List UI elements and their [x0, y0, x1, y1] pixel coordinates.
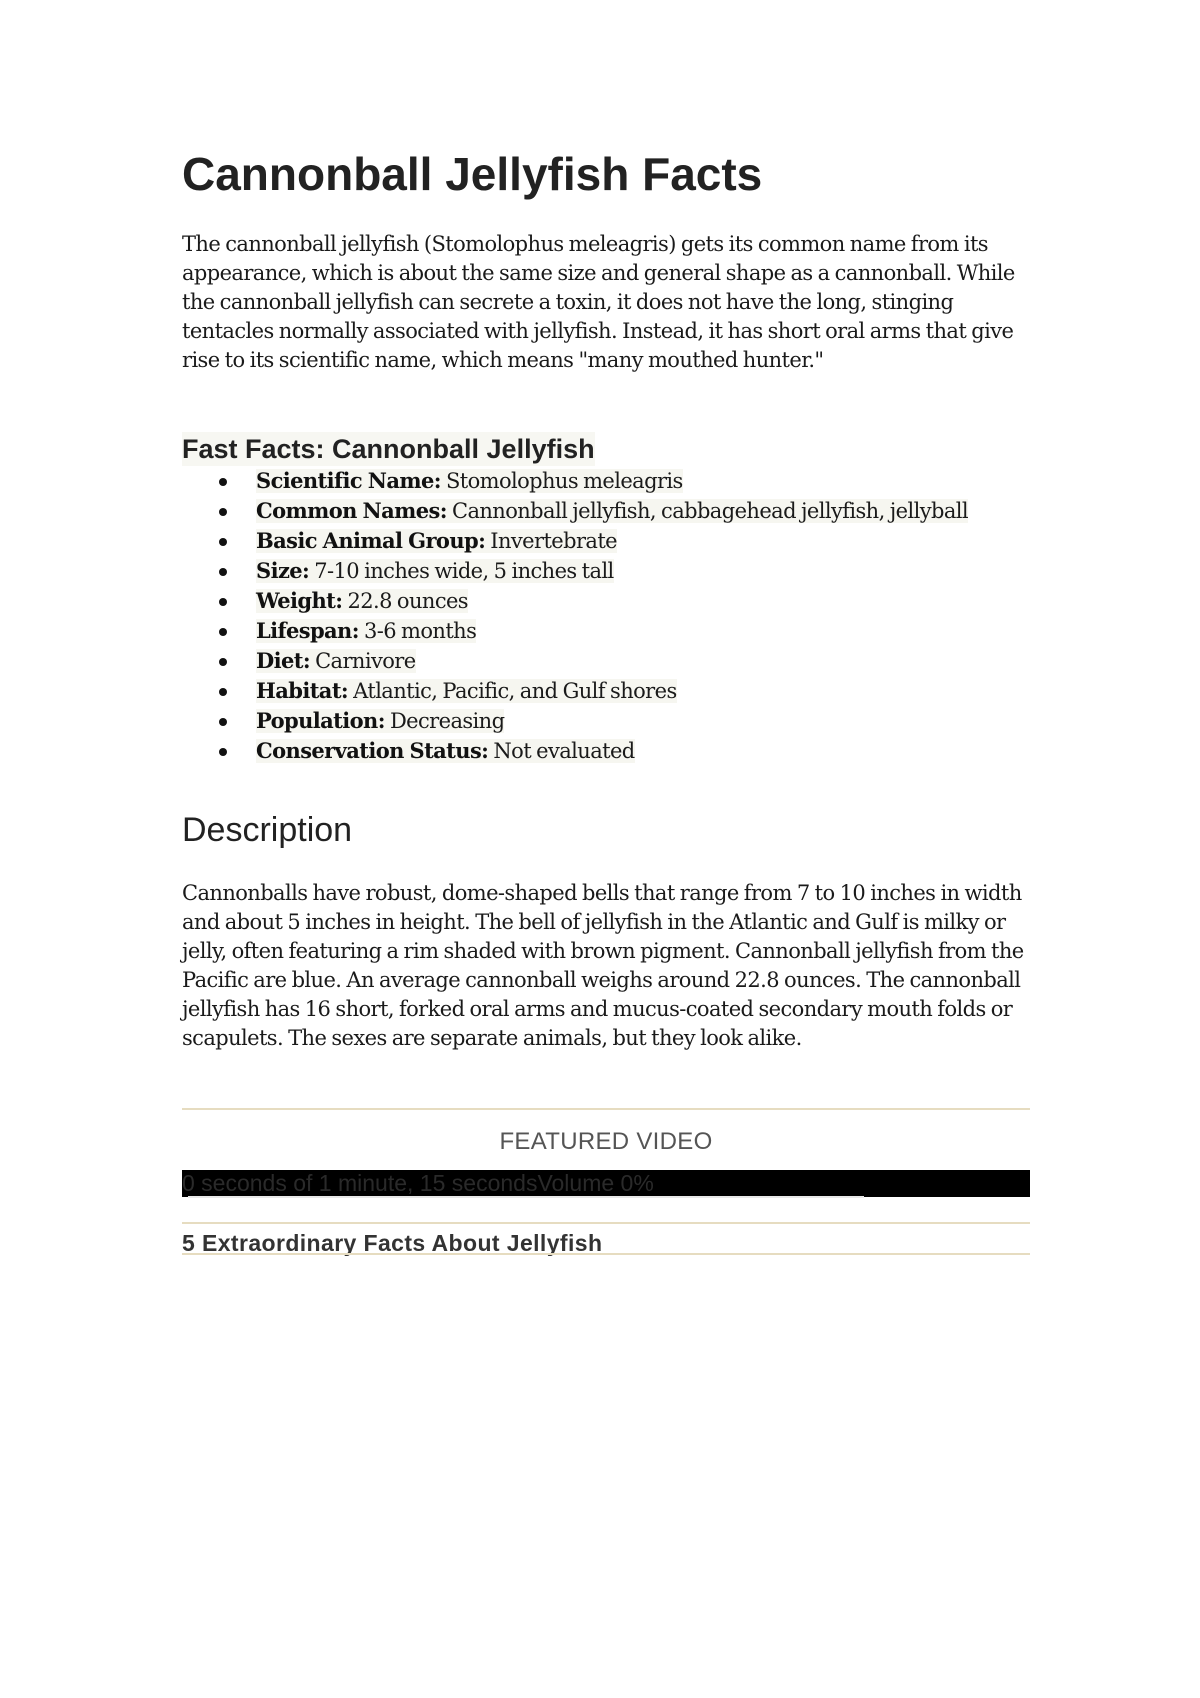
- fact-item-scientific-name: [182, 466, 1030, 496]
- fact-item-conservation-status: [182, 736, 1030, 766]
- bullet-icon: [219, 628, 227, 636]
- fact-item-size: [182, 556, 1030, 586]
- fact-label: Scientific Name:: [256, 468, 441, 493]
- video-title-bottom-divider: [182, 1253, 1030, 1255]
- fact-item-basic-animal-group: [182, 526, 1030, 556]
- intro-paragraph: The cannonball jellyfish (Stomolophus meleagris) gets its common name from its appearance, which is about the same size and general shape as a cannonball. While the cannonball jellyfish can secrete a toxin, it does not have the long, stinging tentacles normally associated with jellyfish. Instead, it has short oral arms that give rise to its scientific name, which means "many mouthed hunter.": [182, 232, 1015, 372]
- fact-item-diet: [182, 646, 1030, 676]
- fact-label: Habitat:: [256, 678, 349, 703]
- fact-item-common-names: [182, 496, 1030, 526]
- page-title: Cannonball Jellyfish Facts: [182, 148, 763, 200]
- fact-item-weight: [182, 586, 1030, 616]
- fact-value: Atlantic, Pacific, and Gulf shores: [348, 679, 677, 703]
- fact-label: Population:: [256, 708, 385, 733]
- fact-value: 7-10 inches wide, 5 inches tall: [309, 559, 614, 583]
- fact-value: Invertebrate: [485, 529, 617, 553]
- video-player[interactable]: [182, 1170, 1030, 1197]
- bullet-icon: [219, 538, 227, 546]
- fact-value: Decreasing: [384, 709, 505, 733]
- fact-value: Not evaluated: [488, 739, 635, 763]
- fact-item-habitat: [182, 676, 1030, 706]
- bullet-icon: [219, 568, 227, 576]
- fact-label: Common Names:: [256, 498, 447, 523]
- fact-label: Diet:: [256, 648, 311, 673]
- fact-value: 3-6 months: [358, 619, 477, 643]
- fact-label: Size:: [256, 558, 310, 583]
- fact-label: Conservation Status:: [256, 738, 489, 763]
- featured-top-divider: [182, 1108, 1030, 1110]
- fact-item-population: [182, 706, 1030, 736]
- description-paragraph: Cannonballs have robust, dome-shaped bells that range from 7 to 10 inches in width and about 5 inches in height. The bell of jellyfish in the Atlantic and Gulf is milky or jelly, often featuring a rim shaded with brown pigment. Cannonball jellyfish from the Pacific are blue. An average cannonball weighs around 22.8 ounces. The cannonball jellyfish has 16 short, forked oral arms and mucus-coated secondary mouth folds or scapulets. The sexes are separate animals, but they look alike.: [182, 881, 1024, 1050]
- fact-label: Weight:: [256, 588, 343, 613]
- fact-value: Stomolophus meleagris: [440, 469, 683, 493]
- bullet-icon: [219, 688, 227, 696]
- description-heading: Description: [182, 811, 353, 849]
- video-title-link[interactable]: 5 Extraordinary Facts About Jellyfish: [182, 1230, 603, 1256]
- fact-value: 22.8 ounces: [342, 589, 468, 613]
- fact-value: Carnivore: [310, 649, 416, 673]
- fact-item-lifespan: [182, 616, 1030, 646]
- fact-value: Cannonball jellyfish, cabbagehead jellyfish, jellyball: [446, 499, 968, 523]
- video-time-volume-status: 0 seconds of 1 minute, 15 secondsVolume 0%: [182, 1170, 654, 1196]
- bullet-icon: [219, 478, 227, 486]
- fast-facts-list: [182, 466, 1030, 766]
- video-title-top-divider: [182, 1222, 1030, 1224]
- bullet-icon: [219, 598, 227, 606]
- fact-label: Lifespan:: [256, 618, 359, 643]
- fast-facts-heading: Fast Facts: Cannonball Jellyfish: [182, 434, 595, 464]
- video-progress-track[interactable]: [188, 1196, 864, 1198]
- bullet-icon: [219, 748, 227, 756]
- bullet-icon: [219, 508, 227, 516]
- bullet-icon: [219, 718, 227, 726]
- featured-video-label: FEATURED VIDEO: [499, 1128, 713, 1155]
- bullet-icon: [219, 658, 227, 666]
- fact-label: Basic Animal Group:: [256, 528, 486, 553]
